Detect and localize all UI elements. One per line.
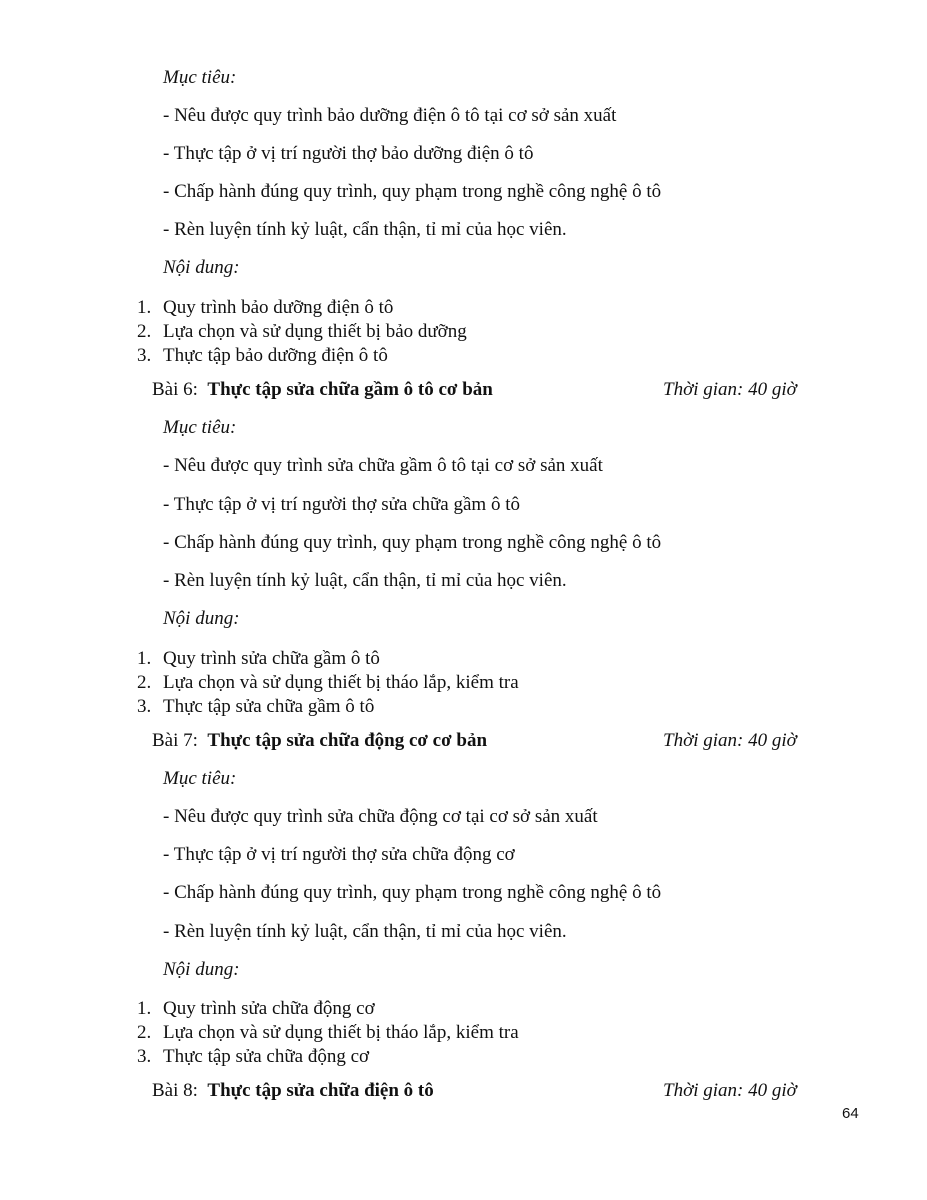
lesson-title: Thực tập sửa chữa động cơ cơ bản — [207, 730, 488, 751]
page-number: 64 — [842, 1105, 859, 1122]
lesson-time: Thời gian: 40 giờ — [663, 379, 797, 400]
objective-item: - Chấp hành đúng quy trình, quy phạm trong nghề công nghệ ô tô — [163, 181, 662, 202]
objectives-label: Mục tiêu: — [163, 417, 237, 438]
objective-item: - Chấp hành đúng quy trình, quy phạm trong nghề công nghệ ô tô — [163, 882, 662, 903]
lesson-heading — [152, 1079, 434, 1103]
lesson-heading — [152, 729, 487, 753]
content-item: 2. Lựa chọn và sử dụng thiết bị tháo lắp, kiểm tra — [137, 672, 519, 693]
lesson-time: Thời gian: 40 giờ — [663, 1080, 797, 1101]
objective-item: - Rèn luyện tính kỷ luật, cẩn thận, tỉ mỉ của học viên. — [163, 219, 567, 240]
content-item: 3. Thực tập sửa chữa động cơ — [137, 1046, 370, 1067]
lesson-heading — [152, 378, 493, 402]
objective-item: - Rèn luyện tính kỷ luật, cẩn thận, tỉ mỉ của học viên. — [163, 570, 567, 591]
objective-item: - Nêu được quy trình sửa chữa gầm ô tô tại cơ sở sản xuất — [163, 455, 603, 476]
content-item: 3. Thực tập bảo dưỡng điện ô tô — [137, 345, 388, 366]
content-label: Nội dung: — [163, 608, 240, 629]
lesson-prefix: Bài 7: — [152, 730, 198, 751]
lesson-prefix: Bài 8: — [152, 1080, 198, 1101]
objective-item: - Thực tập ở vị trí người thợ sửa chữa động cơ — [163, 844, 515, 865]
objective-item: - Nêu được quy trình sửa chữa động cơ tại cơ sở sản xuất — [163, 806, 598, 827]
content-label: Nội dung: — [163, 257, 240, 278]
lesson-time: Thời gian: 40 giờ — [663, 730, 797, 751]
content-item: 1. Quy trình sửa chữa gầm ô tô — [137, 648, 380, 669]
objective-item: - Thực tập ở vị trí người thợ bảo dưỡng điện ô tô — [163, 143, 534, 164]
objectives-label: Mục tiêu: — [163, 768, 237, 789]
objectives-label: Mục tiêu: — [163, 67, 237, 88]
content-label: Nội dung: — [163, 959, 240, 980]
lesson-title: Thực tập sửa chữa điện ô tô — [207, 1080, 434, 1101]
objective-item: - Nêu được quy trình bảo dưỡng điện ô tô tại cơ sở sản xuất — [163, 105, 617, 126]
lesson-prefix: Bài 6: — [152, 379, 198, 400]
content-item: 1. Quy trình bảo dưỡng điện ô tô — [137, 297, 394, 318]
content-item: 1. Quy trình sửa chữa động cơ — [137, 998, 375, 1019]
objective-item: - Thực tập ở vị trí người thợ sửa chữa gầm ô tô — [163, 494, 520, 515]
objective-item: - Rèn luyện tính kỷ luật, cẩn thận, tỉ mỉ của học viên. — [163, 921, 567, 942]
content-item: 3. Thực tập sửa chữa gầm ô tô — [137, 696, 375, 717]
objective-item: - Chấp hành đúng quy trình, quy phạm trong nghề công nghệ ô tô — [163, 532, 662, 553]
content-item: 2. Lựa chọn và sử dụng thiết bị tháo lắp, kiểm tra — [137, 1022, 519, 1043]
lesson-title: Thực tập sửa chữa gầm ô tô cơ bản — [207, 379, 493, 400]
content-item: 2. Lựa chọn và sử dụng thiết bị bảo dưỡng — [137, 321, 467, 342]
